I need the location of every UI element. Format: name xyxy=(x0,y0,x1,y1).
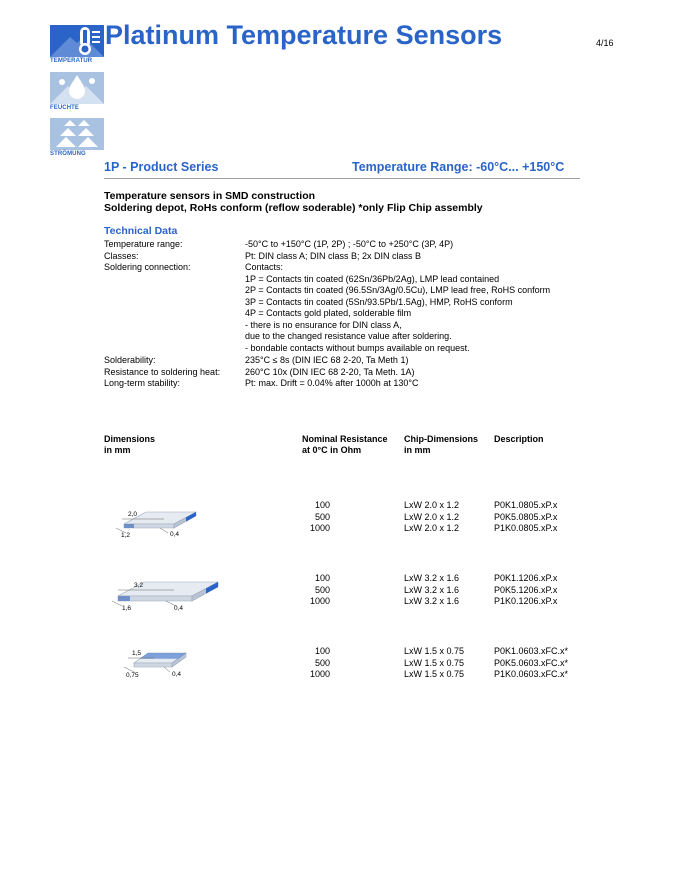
tech-value: Contacts: xyxy=(245,262,284,272)
resistance-cell: 100 xyxy=(314,646,330,656)
resistance-cell: 500 xyxy=(314,584,330,595)
description-cell: P0K5.1206.xP.x xyxy=(494,584,558,595)
tech-value: 1P = Contacts tin coated (62Sn/36Pb/2Ag), LMP lead contained xyxy=(245,273,500,284)
intro-line-2: Soldering depot, RoHs conform (reflow soderable) *only Flip Chip assembly xyxy=(104,202,483,214)
resistance-cell: 1000 xyxy=(309,669,330,679)
resistance-cell: 100 xyxy=(314,500,330,510)
series-title: 1P - Product Series xyxy=(104,160,219,174)
water-drop-icon xyxy=(50,72,104,104)
tech-value: 4P = Contacts gold plated, solderable film xyxy=(245,308,412,318)
description-cell: P0K5.0603.xFC.x* xyxy=(494,657,569,668)
tech-value: 2P = Contacts tin coated (96.5Sn/3Ag/0.5Cu), LMP lead free, RoHS conform xyxy=(245,285,551,295)
temperature-range-title: Temperature Range: -60°C... +150°C xyxy=(352,160,565,174)
temperature-logo xyxy=(50,25,104,57)
tech-value: due to the changed resistance value after soldering. xyxy=(245,331,452,341)
description-cell: P1K0.1206.xP.x xyxy=(494,596,558,606)
description-cell: P0K1.1206.xP.x xyxy=(494,573,558,583)
description-cell: P1K0.0603.xFC.x* xyxy=(494,669,569,679)
chip-dimension-cell: LxW 3.2 x 1.6 xyxy=(404,596,460,606)
description-cell: P0K1.0603.xFC.x* xyxy=(494,646,569,656)
logo-label-feuchte: FEUCHTE xyxy=(50,105,80,111)
chip-dimension-cell: LxW 3.2 x 1.6 xyxy=(404,584,460,595)
description-cell: P0K5.0805.xP.x xyxy=(494,511,558,522)
tech-label: Temperature range: xyxy=(104,239,183,249)
tech-value: 3P = Contacts tin coated (5Sn/93.5Pb/1.5Ag), HMP, RoHS conform xyxy=(245,296,513,307)
tech-label: Long-term stability: xyxy=(104,378,181,388)
tech-value: Pt: DIN class A; DIN class B; 2x DIN class B xyxy=(245,250,422,261)
chip-drawing-0603 xyxy=(104,643,194,683)
chip-dimension-cell: LxW 2.0 x 1.2 xyxy=(404,500,460,510)
chip-dimension-cell: LxW 2.0 x 1.2 xyxy=(404,511,460,522)
tech-value: 235°C ≤ 8s (DIN IEC 68 2-20, Ta Meth 1) xyxy=(245,355,409,365)
thermometer-icon xyxy=(50,25,104,57)
chip-dimension-cell: LxW 1.5 x 0.75 xyxy=(404,669,465,679)
column-header-chip: Chip-Dimensions in mm xyxy=(404,434,479,455)
tech-value: Pt: max. Drift = 0.04% after 1000h at 130°C xyxy=(245,378,419,388)
tech-label: Classes: xyxy=(104,250,139,261)
description-cell: P0K1.0805.xP.x xyxy=(494,500,558,510)
resistance-cell: 500 xyxy=(314,657,330,668)
tech-value: - there is no ensurance for DIN class A, xyxy=(245,319,402,330)
description-cell: P1K0.0805.xP.x xyxy=(494,523,558,533)
chip-drawing-1206 xyxy=(104,570,224,615)
dim-width: 1,6 xyxy=(122,605,132,612)
column-header-resistance: Nominal Resistance at 0°C in Ohm xyxy=(302,434,388,455)
resistance-cell: 1000 xyxy=(309,523,330,533)
tech-label: Solderability: xyxy=(104,355,156,365)
header-divider xyxy=(104,178,580,179)
technical-data-title: Technical Data xyxy=(104,225,178,237)
tech-value: 260°C 10x (DIN IEC 68 2-20, Ta Meth. 1A) xyxy=(245,366,415,377)
tech-value: - bondable contacts without bumps available on request. xyxy=(245,342,470,353)
dim-width: 1,2 xyxy=(121,532,131,539)
chip-dimension-cell: LxW 3.2 x 1.6 xyxy=(404,573,460,583)
column-header-dimensions: Dimensions in mm xyxy=(104,434,156,455)
resistance-cell: 1000 xyxy=(309,596,330,606)
page-title: Platinum Temperature Sensors xyxy=(105,20,503,50)
dim-height: 0,4 xyxy=(174,605,184,612)
flow-logo xyxy=(50,118,104,150)
humidity-logo xyxy=(50,72,104,104)
logo-label-temperatur: TEMPERATUR xyxy=(50,58,93,64)
flow-icon xyxy=(50,118,104,150)
intro-line-1: Temperature sensors in SMD construction xyxy=(104,190,316,202)
dim-length: 3,2 xyxy=(134,582,144,589)
chip-drawing-0805 xyxy=(104,500,204,545)
dim-length: 2,0 xyxy=(128,511,138,518)
page-number: 4/16 xyxy=(596,38,614,48)
dim-length: 1,5 xyxy=(132,650,142,657)
chip-dimension-cell: LxW 1.5 x 0.75 xyxy=(404,646,465,656)
logo-label-stroemung: STRÖMUNG xyxy=(50,151,86,157)
tech-label: Soldering connection: xyxy=(104,262,191,272)
tech-value: -50°C to +150°C (1P, 2P) ; -50°C to +250°C (3P, 4P) xyxy=(245,239,454,249)
chip-dimension-cell: LxW 2.0 x 1.2 xyxy=(404,523,460,533)
dim-height: 0,4 xyxy=(170,531,180,538)
column-header-description: Description xyxy=(494,434,544,444)
resistance-cell: 100 xyxy=(314,573,330,583)
dim-height: 0,4 xyxy=(172,671,182,678)
chip-dimension-cell: LxW 1.5 x 0.75 xyxy=(404,657,465,668)
resistance-cell: 500 xyxy=(314,511,330,522)
tech-label: Resistance to soldering heat: xyxy=(104,366,221,377)
dim-width: 0,75 xyxy=(126,672,139,679)
